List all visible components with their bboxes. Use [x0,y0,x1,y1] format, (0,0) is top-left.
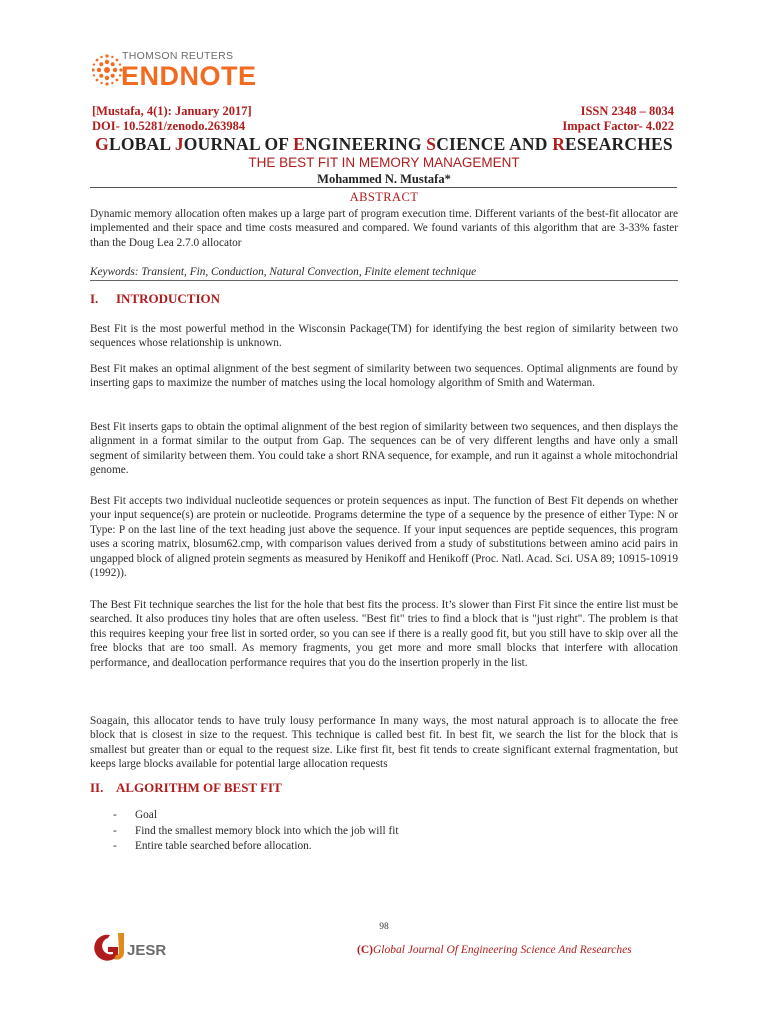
paragraph: Soagain, this allocator tends to have truly lousy performance In many ways, the most natural approach is to allocate the free block that is closest in size to the request. This technique is called best fit. In best fit, we search the list for the block that is smallest but greater than or equal to the request size. Like first fit, best fit tends to create significant external fragmentation, but keeps large blocks available for potential large allocation requests [90,715,678,771]
author: Mohammed N. Mustafa* [317,172,451,186]
section-number: I. [90,291,99,306]
bullet-list [113,808,613,855]
list-item-text: Find the smallest memory block into which the job will fit [135,824,399,837]
list-item-text: Entire table searched before allocation. [135,840,312,852]
list-item: - Goal [113,809,157,821]
journal-rest: NGINEERING [304,134,427,154]
divider [90,280,678,281]
endnote-label: ENDNOTE [121,61,257,91]
page-number: 98 [379,922,389,932]
section-heading [90,780,282,796]
keywords: Keywords: Transient, Fin, Conduction, Natural Convection, Finite element technique [90,266,477,278]
journal-name [0,134,768,155]
issn: ISSN 2348 – 8034 [580,104,674,118]
journal-rest: ESEARCHES [565,134,673,154]
thomson-reuters-label: THOMSON REUTERS [122,50,234,62]
footer-journal-name: Global Journal Of Engineering Science And Researches [372,944,632,956]
abstract-heading: ABSTRACT [349,190,419,204]
gjesr-logo-text: JESR [127,942,167,959]
journal-rest: LOBAL [108,134,175,154]
journal-cap: G [95,134,109,154]
gjesr-logo-icon [88,927,198,967]
section-number: II. [90,780,104,795]
paragraph: Best Fit is the most powerful method in the Wisconsin Package(TM) for identifying the best region of similarity between two sequences whose relationship is unknown. [90,323,678,350]
journal-cap: J [174,134,184,154]
list-item-text: Goal [135,809,157,821]
section-heading [90,291,220,307]
journal-rest: CIENCE AND [436,134,553,154]
journal-cap: R [552,134,566,154]
paragraph: Best Fit accepts two individual nucleotide sequences or protein sequences as input. The function of Best Fit depends on whether your input sequence(s) are protein or nucleotide. Programs determine the type of a sequence by the presence of either Type: N or Type: P on the last line of the text heading just above the sequence. If your input sequences are peptide sequences, this program uses a scoring matrix, blosum62.cmp, with comparison values derived from a study of substitutions between amino acid pairs in ungapped block of aligned protein segments as measured by Henikoff and Henikoff (Proc. Natl. Acad. Sci. USA 89; 10915-10919 (1992)). [90,495,678,580]
paragraph: Best Fit inserts gaps to obtain the optimal alignment of the best region of similarity between two sequences, and then displays the alignment in a format similar to the output from Gap. The sequences can be of very different lengths and have only a small segment of similarity between them. You could take a short RNA sequence, for example, and run it against a whole mitochondrial genome. [90,421,678,477]
paragraph: Best Fit makes an optimal alignment of the best segment of similarity between two sequences. Optimal alignments are found by inserting gaps to maximize the number of matches using the local homology algorithm of Smith and Waterman. [90,363,678,390]
list-item: - Entire table searched before allocation. [113,840,312,852]
section-title: ALGORITHM OF BEST FIT [116,780,282,795]
header-left [92,104,252,134]
paragraph: The Best Fit technique searches the list for the hole that best fits the process. It’s slower than First Fit since the entire list must be searched. It also produces tiny holes that are often useless. "Best fit" tries to find a block that is "just right". The problem is that this requires keeping your free list in sorted order, so you can see if there is a really good fit, but you still have to skip over all the free blocks that are too small. As memory fragments, you get more and more small blocks that interfere with allocation performance, and deallocation performance requires that you do the insertion properly in the list. [90,599,678,669]
footer-journal [357,944,632,956]
abstract-text: Dynamic memory allocation often makes up a large part of program execution time. Different variants of the best-fit allocator are implemented and their space and time costs measured and compared. We found variants of this algorithm that are 3-33% faster than the Doug Lea 2.7.0 allocator [90,208,678,249]
list-item: - Find the smallest memory block into which the job will fit [113,824,399,837]
doi: DOI- 10.5281/zenodo.263984 [92,119,246,133]
header-right [562,104,674,134]
journal-rest: OURNAL OF [183,134,294,154]
copyright-mark: (C) [357,944,373,956]
impact-factor: Impact Factor- 4.022 [562,119,674,133]
section-title: INTRODUCTION [116,291,221,306]
divider [90,187,677,188]
journal-cap: E [293,134,305,154]
citation: [Mustafa, 4(1): January 2017] [92,104,252,118]
journal-cap: S [426,134,437,154]
article-title: THE BEST FIT IN MEMORY MANAGEMENT [248,155,520,170]
